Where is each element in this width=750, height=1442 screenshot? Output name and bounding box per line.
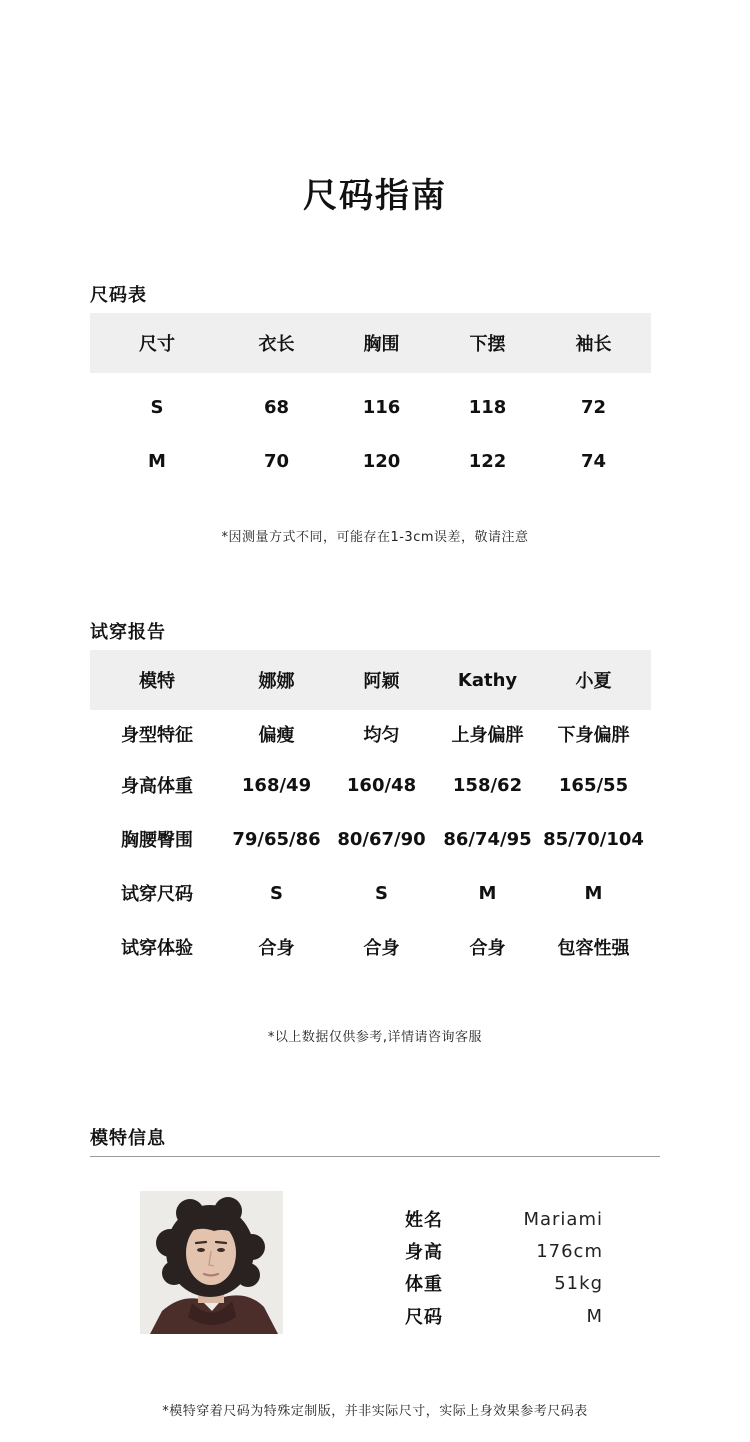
table-cell: 胸腰臀围	[121, 830, 193, 851]
table-cell: 168/49	[241, 774, 312, 796]
header-cell: 小夏	[575, 671, 612, 692]
table-cell: M	[584, 882, 603, 904]
model-info-heading: 模特信息	[90, 1128, 166, 1149]
table-cell: 80/67/90	[337, 828, 426, 850]
header-cell: 尺寸	[139, 334, 175, 355]
size-table-heading: 尺码表	[90, 285, 147, 306]
page-title: 尺码指南	[303, 176, 447, 216]
header-cell: 娜娜	[258, 671, 295, 692]
table-cell: S	[150, 396, 164, 418]
info-label: 体重	[405, 1274, 443, 1295]
model-info-note: *模特穿着尺码为特殊定制版，并非实际尺寸，实际上身效果参考尺码表	[162, 1404, 588, 1419]
table-cell: S	[375, 882, 388, 904]
info-value: Mariami	[523, 1208, 603, 1230]
size-table	[90, 313, 651, 488]
table-row	[90, 866, 651, 920]
table-cell: 身型特征	[121, 725, 193, 746]
table-cell: 试穿尺码	[121, 884, 193, 905]
table-cell: 均匀	[363, 725, 400, 746]
fit-report-header	[90, 650, 651, 710]
table-row	[90, 920, 651, 974]
table-cell: 74	[580, 450, 607, 472]
table-cell: 72	[580, 396, 607, 418]
model-info-row-size	[405, 1301, 603, 1331]
table-row	[90, 758, 651, 812]
table-cell: 70	[263, 450, 290, 472]
table-row	[90, 812, 651, 866]
table-cell: 偏瘦	[258, 725, 295, 746]
model-info-row-height	[405, 1236, 603, 1266]
table-cell: 118	[468, 396, 507, 418]
table-cell: 68	[263, 396, 290, 418]
header-cell: Kathy	[457, 669, 518, 691]
fit-report-note: *以上数据仅供参考,详情请咨询客服	[267, 1030, 483, 1045]
table-cell: 身高体重	[121, 776, 193, 797]
size-table-header	[90, 313, 651, 373]
table-cell: 上身偏胖	[451, 725, 524, 746]
table-cell: 86/74/95	[443, 828, 532, 850]
info-label: 尺码	[405, 1307, 443, 1328]
table-cell: 158/62	[452, 774, 523, 796]
table-cell: M	[478, 882, 497, 904]
header-cell: 胸围	[363, 334, 400, 355]
header-cell: 下摆	[469, 334, 506, 355]
model-info-row-name	[405, 1204, 603, 1234]
header-cell: 袖长	[575, 334, 612, 355]
header-cell: 模特	[139, 671, 175, 692]
table-cell: S	[270, 882, 283, 904]
table-cell: 包容性强	[557, 938, 630, 959]
table-row	[90, 380, 651, 434]
info-label: 姓名	[405, 1210, 443, 1231]
table-cell: 122	[468, 450, 507, 472]
table-cell: 120	[362, 450, 401, 472]
info-value: M	[586, 1305, 603, 1327]
table-cell: 试穿体验	[121, 938, 193, 959]
table-cell: 合身	[469, 938, 506, 959]
fit-report-table	[90, 650, 651, 974]
info-value: 51kg	[554, 1272, 603, 1294]
table-cell: 合身	[258, 938, 295, 959]
fit-report-heading: 试穿报告	[90, 622, 166, 643]
table-cell: 165/55	[558, 774, 629, 796]
model-portrait-icon	[140, 1191, 283, 1334]
model-info-row-weight	[405, 1268, 603, 1298]
table-cell: 下身偏胖	[557, 725, 630, 746]
header-cell: 衣长	[258, 334, 295, 355]
table-row	[90, 434, 651, 488]
divider	[90, 1156, 660, 1157]
info-value: 176cm	[536, 1240, 603, 1262]
info-label: 身高	[405, 1242, 443, 1263]
table-cell: M	[148, 450, 166, 472]
table-row	[90, 710, 651, 758]
table-cell: 160/48	[346, 774, 417, 796]
header-cell: 阿颖	[363, 671, 400, 692]
size-table-note: *因测量方式不同，可能存在1-3cm误差，敬请注意	[221, 530, 529, 545]
table-cell: 85/70/104	[543, 828, 644, 850]
table-cell: 116	[362, 396, 401, 418]
table-cell: 合身	[363, 938, 400, 959]
table-cell: 79/65/86	[232, 828, 321, 850]
